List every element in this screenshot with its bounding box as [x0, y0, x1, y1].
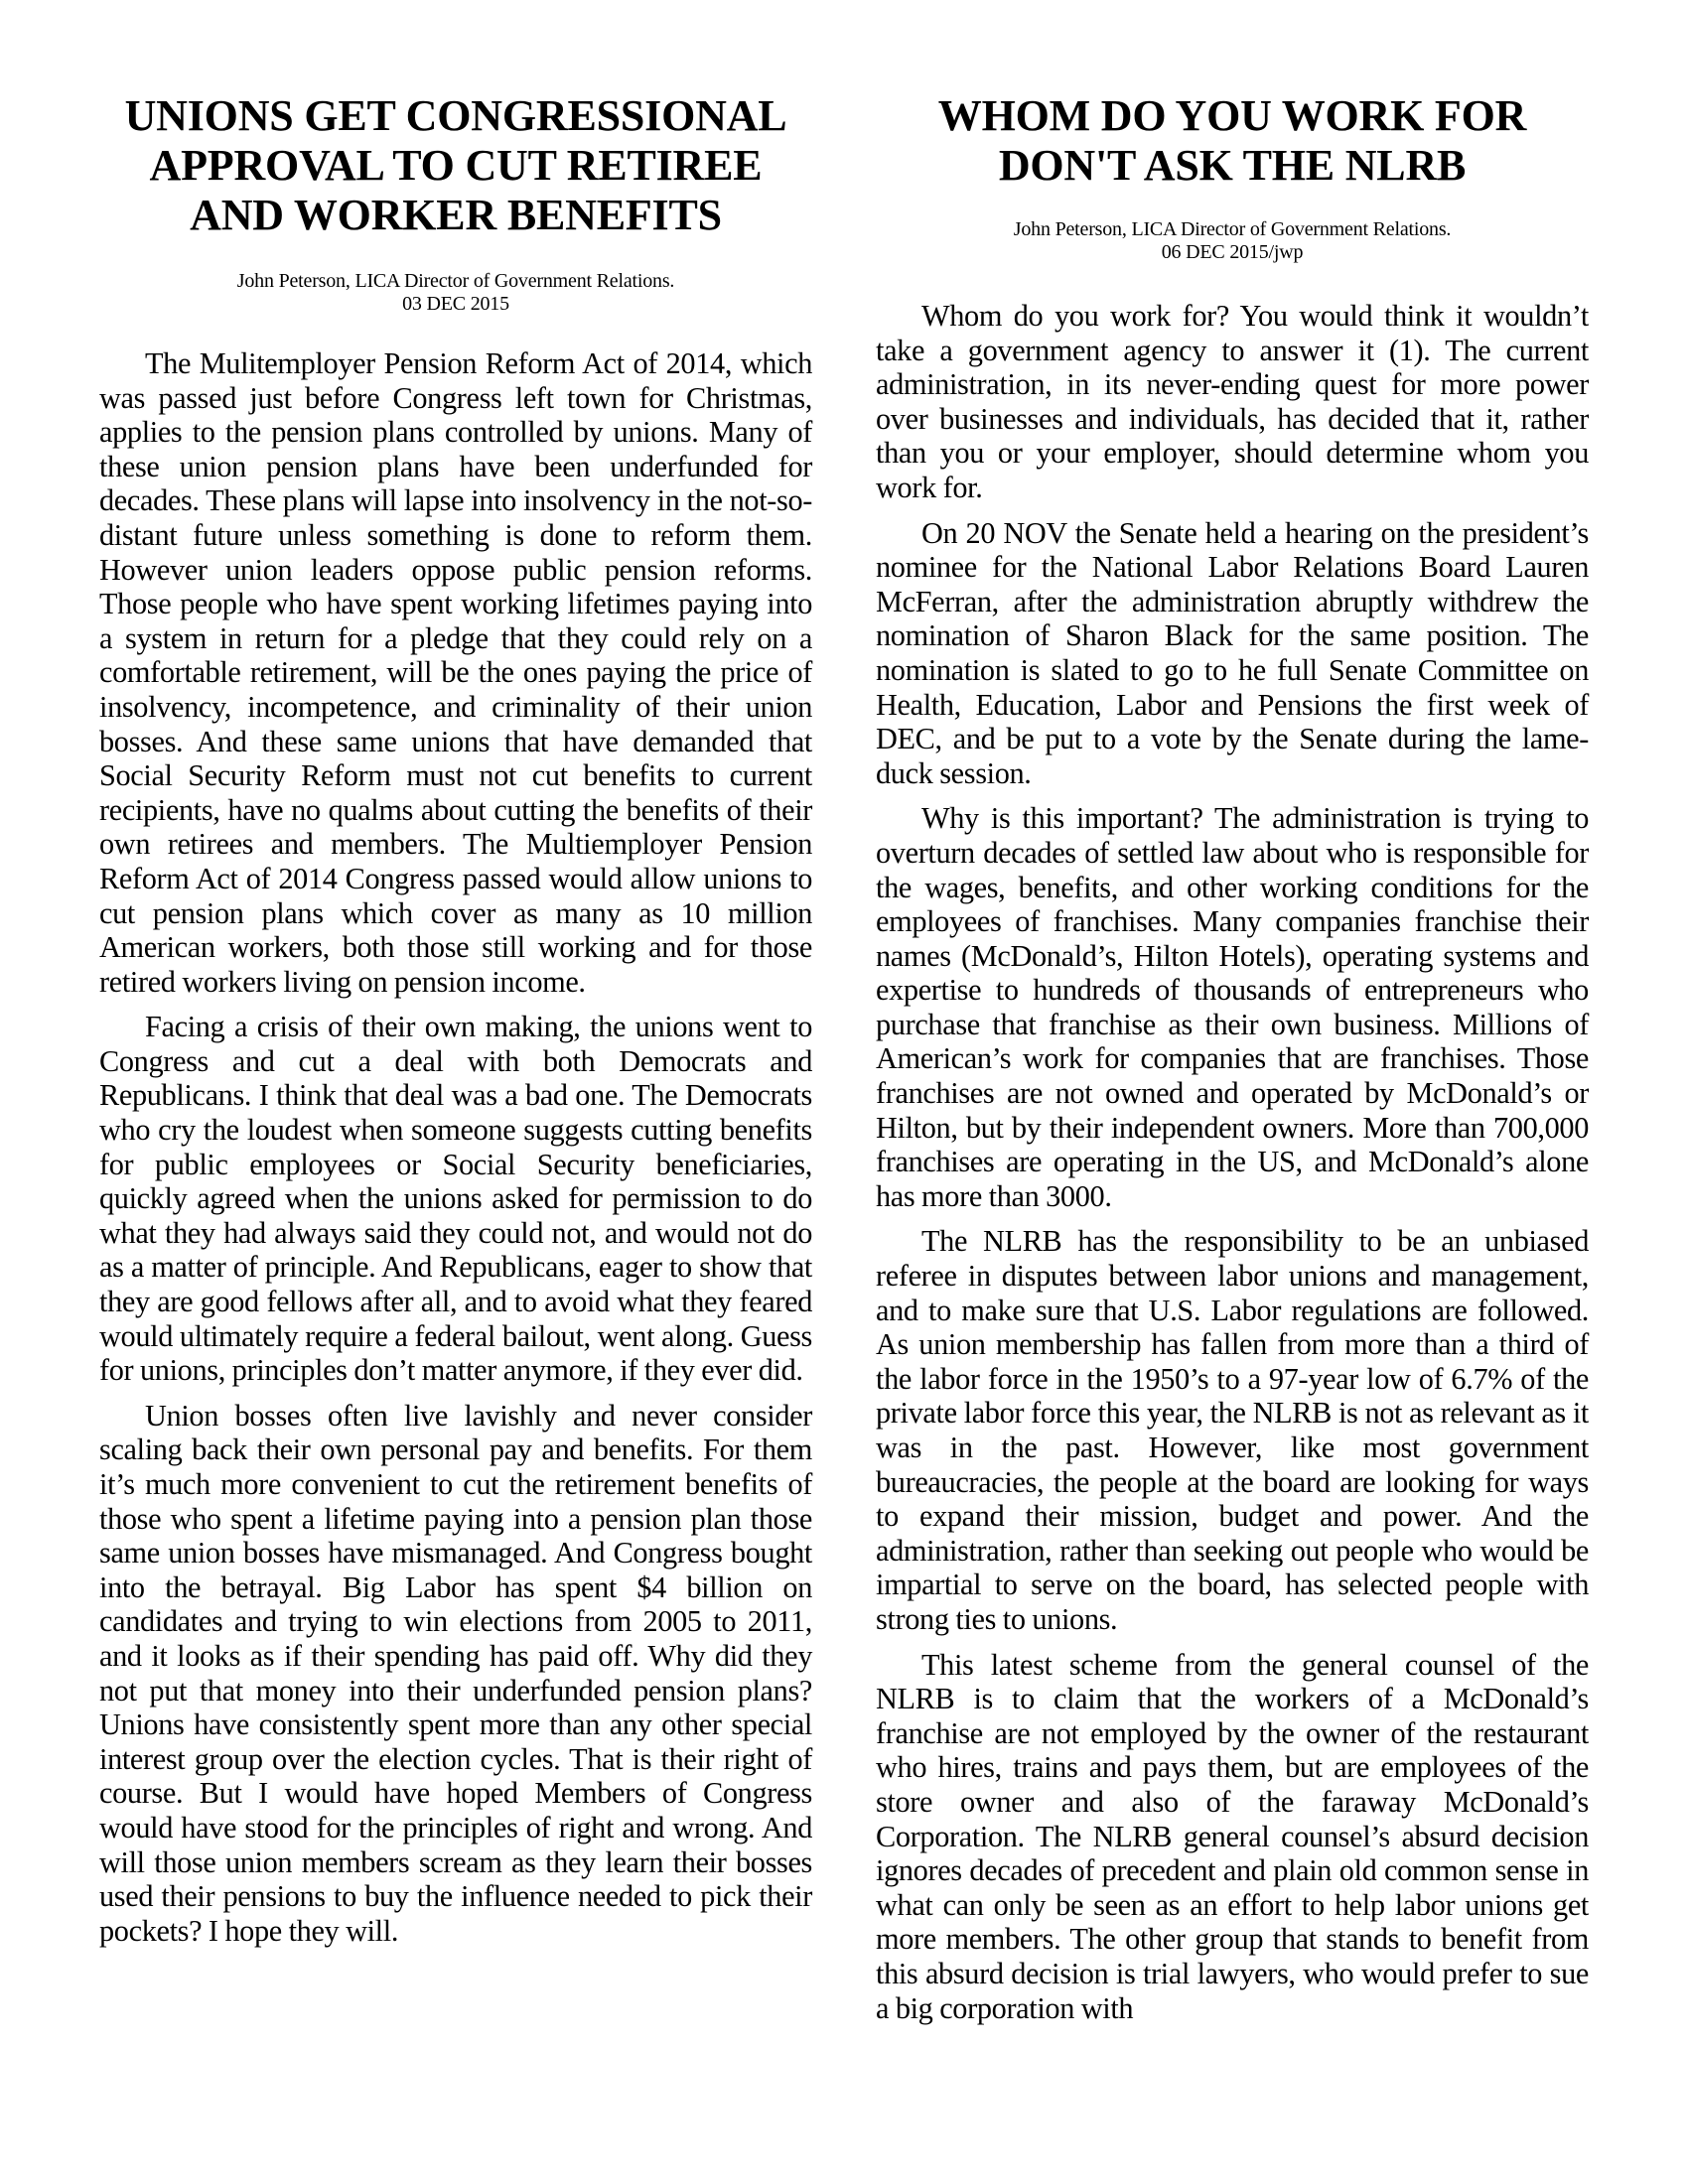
author-line: John Peterson, LICA Director of Government Relations.: [1013, 218, 1452, 240]
paragraph: This latest scheme from the general counsel of the NLRB is to claim that the workers of a McDonald’s franchise are not employed by the owner of the restaurant who hires, trains and pays them, but are employees of the store owner and also of the faraway McDonald’s Corporation. The NLRB general counsel’s absurd decision ignores decades of precedent and plain old common sense in what can only be seen as an effort to help labor unions get more members. The other group that stands to benefit from this absurd decision is trial lawyers, who would prefer to sue a big corporation with: [876, 1647, 1589, 2025]
article-byline: [99, 270, 812, 316]
article-headline: [876, 91, 1589, 191]
article-body: [876, 299, 1589, 2025]
date-line: 03 DEC 2015: [402, 293, 509, 315]
headline-line: DON'T ASK THE NLRB: [998, 141, 1467, 190]
article-nlrb: [876, 91, 1589, 2025]
paragraph: Whom do you work for? You would think it wouldn’t take a government agency to answer it (1). The current administration, in its never-ending quest for more power over businesses and individuals, has decided that it, rather than you or your employer, should determine whom you work for.: [876, 299, 1589, 504]
article-body: [99, 346, 812, 1948]
paragraph: The Mulitemployer Pension Reform Act of 2014, which was passed just before Congress left town for Christmas, applies to the pension plans controlled by unions. Many of these union pension plans have been underfunded for decades. These plans will lapse into insolvency in the not-so-distant future unless something is done to reform them. However union leaders oppose public pension reforms. Those people who have spent working lifetimes paying into a system in return for a pledge that they could rely on a comfortable retirement, will be the ones paying the price of insolvency, incompetence, and criminality of their union bosses. And these same unions that have demanded that Social Security Reform must not cut benefits to current recipients, have no qualms about cutting the benefits of their own retirees and members. The Multiemployer Pension Reform Act of 2014 Congress passed would allow unions to cut pension plans which cover as many as 10 million American workers, both those still working and for those retired workers living on pension income.: [99, 346, 812, 999]
headline-line: UNIONS GET CONGRESSIONAL: [124, 91, 787, 140]
date-line: 06 DEC 2015/jwp: [1161, 241, 1304, 263]
headline-line: WHOM DO YOU WORK FOR: [937, 91, 1527, 140]
article-byline: [876, 218, 1589, 264]
paragraph: On 20 NOV the Senate held a hearing on the president’s nominee for the National Labor Relations Board Lauren McFerran, after the administration abruptly withdrew the nomination of Sharon Black for the same position. The nomination is slated to go to he full Senate Committee on Health, Education, Labor and Pensions the first week of DEC, and be put to a vote by the Senate during the lame-duck session.: [876, 515, 1589, 790]
paragraph: Why is this important? The administration is trying to overturn decades of settled law about who is responsible for the wages, benefits, and other working conditions for the employees of franchises. Many companies franchise their names (McDonald’s, Hilton Hotels), operating systems and expertise to hundreds of thousands of entrepreneurs who purchase that franchise as their own business. Millions of American’s work for companies that are franchises. Those franchises are not owned and operated by McDonald’s or Hilton, but by their independent owners. More than 700,000 franchises are operating in the US, and McDonald’s alone has more than 3000.: [876, 801, 1589, 1213]
author-line: John Peterson, LICA Director of Government Relations.: [236, 270, 675, 292]
headline-line: AND WORKER BENEFITS: [190, 191, 722, 239]
paragraph: Union bosses often live lavishly and never consider scaling back their own personal pay and benefits. For them it’s much more convenient to cut the retirement benefits of those who spent a lifetime paying into a pension plan those same union bosses have mismanaged. And Congress bought into the betrayal. Big Labor has spent $4 billion on candidates and trying to win elections from 2005 to 2011, and it looks as if their spending has paid off. Why did they not put that money into their underfunded pension plans? Unions have consistently spent more than any other special interest group over the election cycles. That is their right of course. But I would have hoped Members of Congress would have stood for the principles of right and wrong. And will those union members scream as they learn their bosses used their pensions to buy the influence needed to pick their pockets? I hope they will.: [99, 1398, 812, 1948]
headline-line: APPROVAL TO CUT RETIREE: [149, 141, 763, 190]
paragraph: Facing a crisis of their own making, the unions went to Congress and cut a deal with both Democrats and Republicans. I think that deal was a bad one. The Democrats who cry the loudest when someone suggests cutting benefits for public employees or Social Security beneficiaries, quickly agreed when the unions asked for permission to do what they had always said they could not, and would not do as a matter of principle. And Republicans, eager to show that they are good fellows after all, and to avoid what they feared would ultimately require a federal bailout, went along. Guess for unions, principles don’t matter anymore, if they ever did.: [99, 1010, 812, 1388]
article-unions-pension: [99, 91, 812, 1948]
article-headline: [99, 91, 812, 240]
paragraph: The NLRB has the responsibility to be an unbiased referee in disputes between labor unions and management, and to make sure that U.S. Labor regulations are followed. As union membership has fallen from more than a third of the labor force in the 1950’s to a 97-year low of 6.7% of the private labor force this year, the NLRB is not as relevant as it was in the past. However, like most government bureaucracies, the people at the board are looking for ways to expand their mission, budget and power. And the administration, rather than seeking out people who would be impartial to serve on the board, has selected people with strong ties to unions.: [876, 1224, 1589, 1636]
